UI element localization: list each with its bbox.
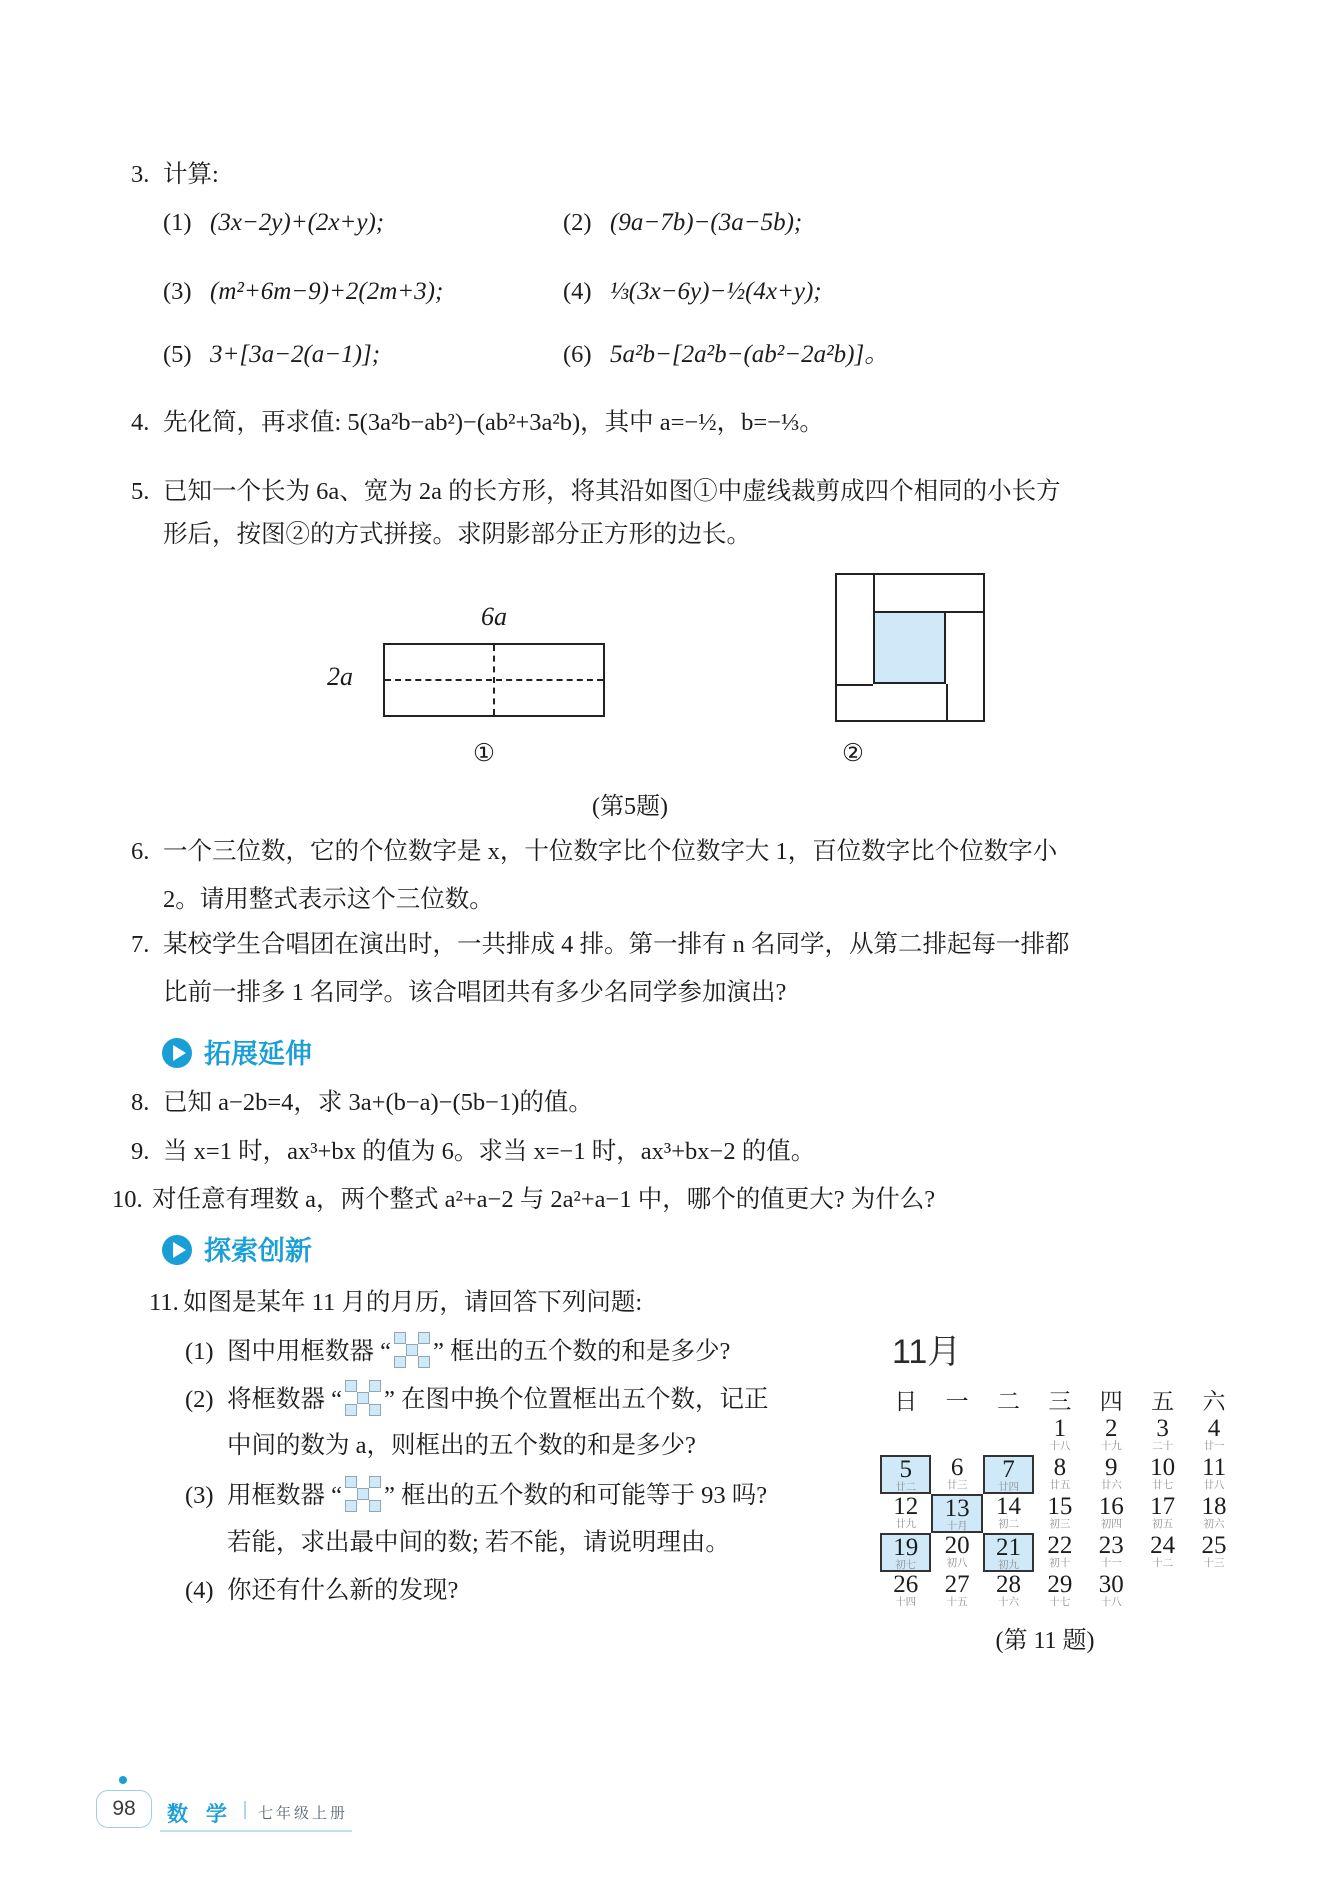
question-text: 图中用框数器 “ [227,1338,391,1365]
problem-6-text: 一个三位数，它的个位数字是 x，十位数字比个位数字大 1，百位数字比个位数字小 [163,838,1058,865]
calendar-cell [1034,1494,1085,1533]
lunar-label: 廿三 [946,1480,968,1491]
calendar-cell [1086,1455,1137,1494]
problem-3-item-3 [163,274,443,310]
question-text: ” 框出的五个数的和是多少? [433,1338,731,1365]
calendar-cell [1188,1455,1239,1494]
lunar-label: 十九 [1100,1441,1122,1452]
lunar-label: 廿二 [895,1482,917,1493]
date-number: 1 [1053,1415,1067,1442]
weekday-label: 二 [996,1389,1020,1414]
problem-9-text: 当 x=1 时，ax³+bx 的值为 6。求当 x=−1 时，ax³+bx−2 的值。 [163,1138,816,1165]
date-number: 19 [893,1534,919,1561]
item-tag: (4) [563,278,592,305]
calendar-cell [931,1455,982,1494]
weekday-label: 一 [945,1389,969,1414]
question-text: ” 在图中换个位置框出五个数，记正 [384,1386,769,1413]
problem-11-q1 [185,1332,730,1370]
date-number: 23 [1098,1532,1124,1559]
date-number: 20 [944,1532,970,1559]
item-tag: (6) [563,341,592,368]
math-expression: 3+[3a−2(a−1)]; [210,341,381,368]
lunar-label: 十五 [946,1597,968,1608]
problem-5-text: 已知一个长为 6a、宽为 2a 的长方形，将其沿如图①中虚线裁剪成四个相同的小长方 [163,478,1061,505]
problem-6-line-2: 2。请用整式表示这个三位数。 [163,886,494,913]
calendar-cell [1034,1572,1085,1611]
problem-9 [131,1134,815,1170]
date-number: 12 [893,1493,919,1520]
calendar-grid [880,1416,1240,1611]
date-number: 4 [1207,1415,1221,1442]
item-tag: (3) [185,1482,214,1509]
calendar-cell [1188,1494,1239,1533]
problem-11-q2-line-1 [185,1380,769,1418]
date-number: 17 [1150,1493,1176,1520]
item-tag: (1) [185,1338,214,1365]
item-tag: (5) [163,341,192,368]
weekday-label: 日 [894,1389,918,1414]
date-number: 22 [1047,1532,1073,1559]
footer-divider [244,1801,246,1819]
problem-number: 6. [131,838,150,865]
math-expression: ⅓(3x−6y)−½(4x+y); [610,278,822,305]
calendar-title: 11月 [892,1333,962,1371]
lunar-label: 十七 [1049,1597,1071,1608]
frame-counter-icon [345,1380,381,1416]
lunar-label: 初二 [997,1519,1019,1530]
page-number: 98 [112,1797,136,1820]
problem-8-text: 已知 a−2b=4，求 3a+(b−a)−(5b−1)的值。 [163,1089,593,1116]
weekday-label: 五 [1151,1389,1175,1414]
date-number: 9 [1105,1454,1118,1481]
calendar-cell [931,1533,982,1572]
problem-10 [112,1182,935,1218]
lunar-label: 廿一 [1203,1441,1225,1452]
problem-number: 5. [131,478,150,505]
problem-7-line-2: 比前一排多 1 名同学。该合唱团共有多少名同学参加演出? [163,979,787,1006]
math-expression: (9a−7b)−(3a−5b); [610,209,803,236]
date-number: 6 [950,1454,964,1481]
calendar-cell-framed [880,1455,931,1494]
math-expression: 5a²b−[2a²b−(ab²−2a²b)]。 [610,341,890,368]
date-number: 11 [1202,1454,1227,1481]
date-number: 3 [1156,1415,1169,1442]
footer-dot-icon [119,1776,127,1784]
calendar-cell [931,1572,982,1611]
date-number: 15 [1047,1493,1073,1520]
lunar-label: 初九 [997,1560,1019,1571]
footer-subject: 数 学 [167,1803,233,1826]
lunar-label: 二十 [1152,1441,1174,1452]
date-number: 26 [893,1571,919,1598]
calendar-cell-framed [880,1533,931,1572]
calendar-cell [1086,1572,1137,1611]
calendar-cell [1034,1455,1085,1494]
date-number: 25 [1201,1532,1227,1559]
math-expression: (3x−2y)+(2x+y); [210,209,385,236]
problem-5-line-2: 形后，按图②的方式拼接。求阴影部分正方形的边长。 [163,521,751,548]
problem-3-label: 计算: [163,161,219,188]
frame-counter-icon [394,1332,430,1368]
calendar-cell-framed [983,1455,1034,1494]
lunar-label: 十八 [1100,1597,1122,1608]
calendar-cell-empty [1137,1572,1188,1611]
lunar-label: 十六 [997,1597,1019,1608]
calendar-cell-empty [880,1416,931,1455]
section-header-extend: 拓展延伸 [204,1039,312,1069]
lunar-label: 十四 [895,1597,917,1608]
date-number: 8 [1053,1454,1067,1481]
calendar-cell [1188,1416,1239,1455]
lunar-label: 初四 [1100,1519,1122,1530]
lunar-label: 廿六 [1100,1480,1122,1491]
date-number: 27 [944,1571,970,1598]
lunar-label: 初五 [1152,1519,1174,1530]
weekday-label: 三 [1048,1389,1072,1414]
figure-2-square [835,573,985,722]
problem-11-q3-line-2: 若能，求出最中间的数; 若不能，请说明理由。 [227,1529,730,1556]
date-number: 10 [1150,1454,1176,1481]
lunar-label: 十三 [1203,1558,1225,1569]
lunar-label: 十八 [1049,1441,1071,1452]
item-tag: (2) [185,1386,214,1413]
item-tag: (4) [185,1577,214,1604]
problem-3-item-2 [563,205,802,241]
section-header-explore: 探索创新 [204,1236,312,1266]
calendar-cell [880,1572,931,1611]
figure-1-tag: ① [473,740,495,767]
calendar-cell [1137,1494,1188,1533]
calendar-cell-empty [1188,1572,1239,1611]
problem-number: 4. [131,409,150,436]
calendar-cell [1086,1533,1137,1572]
date-number: 18 [1201,1493,1227,1520]
date-number: 16 [1098,1493,1124,1520]
problem-number: 7. [131,931,150,958]
section-play-icon [162,1038,192,1068]
date-number: 21 [995,1534,1021,1561]
problem-10-text: 对任意有理数 a，两个整式 a²+a−2 与 2a²+a−1 中，哪个的值更大? 为什么? [152,1186,936,1213]
calendar-cell [1034,1416,1085,1455]
calendar-cell [1188,1533,1239,1572]
question-text: 你还有什么新的发现? [227,1577,459,1604]
figure-2-line [837,684,873,686]
problem-4 [131,405,824,441]
calendar-cell [1137,1416,1188,1455]
math-expression: (m²+6m−9)+2(2m+3); [210,278,444,305]
weekday-label: 四 [1099,1389,1123,1414]
date-number: 14 [995,1493,1021,1520]
section-play-icon [162,1235,192,1265]
problem-7-line-1 [131,927,1070,963]
calendar-cell [1086,1494,1137,1533]
weekday-label: 六 [1202,1389,1226,1414]
calendar-weekday-row [880,1388,1240,1416]
problem-number: 11. [149,1289,179,1316]
date-number: 2 [1105,1415,1118,1442]
problem-11-title [149,1285,642,1321]
figure-2-line [946,611,983,613]
calendar-cell [880,1494,931,1533]
problem-5-line-1 [131,474,1061,510]
problem-3-header [131,157,219,193]
problem-number: 9. [131,1138,150,1165]
problem-3-item-6 [563,337,889,373]
calendar-cell [983,1572,1034,1611]
lunar-label: 廿八 [1203,1480,1225,1491]
calendar-cell [1034,1533,1085,1572]
footer-grade: 七年级上册 [258,1805,349,1822]
problem-7-text: 某校学生合唱团在演出时，一共排成 4 排。第一排有 n 名同学，从第二排起每一排都 [163,931,1070,958]
calendar-cell-empty [931,1416,982,1455]
dashed-vertical-cut-line [493,645,495,715]
lunar-label: 十一 [1100,1558,1122,1569]
lunar-label: 十二 [1152,1558,1174,1569]
question-text: 将框数器 “ [227,1386,342,1413]
calendar-cell [983,1494,1034,1533]
date-number: 24 [1150,1532,1176,1559]
problem-number: 8. [131,1089,150,1116]
figure-1-height-label: 2a [327,662,353,691]
problem-3-item-4 [563,274,822,310]
footer-underline [160,1830,352,1832]
problem-11-q3-line-1 [185,1476,767,1514]
calendar-cell-framed [931,1494,982,1533]
calendar-caption: (第 11 题) [995,1628,1095,1654]
question-text: 用框数器 “ [227,1482,342,1509]
lunar-label: 初三 [1049,1519,1071,1530]
lunar-label: 廿七 [1152,1480,1174,1491]
figure-1-width-label: 6a [481,602,507,631]
lunar-label: 初七 [895,1560,917,1571]
frame-counter-icon [345,1476,381,1512]
triangle-icon [173,1045,186,1061]
figure-2-line [946,684,948,720]
calendar-cell-framed [983,1533,1034,1572]
problem-11-q4 [185,1573,458,1609]
problem-4-text: 先化简，再求值: 5(3a²b−ab²)−(ab²+3a²b)，其中 a=−½，b=−⅓。 [163,409,824,436]
calendar-cell [1137,1455,1188,1494]
problem-6-line-1 [131,834,1057,870]
problem-8 [131,1085,593,1121]
figure-5-caption: (第5题) [592,794,668,820]
problem-11-q2-line-2: 中间的数为 a，则框出的五个数的和是多少? [227,1432,696,1459]
calendar-cell [1086,1416,1137,1455]
date-number: 29 [1047,1571,1073,1598]
lunar-label: 廿九 [895,1519,917,1530]
triangle-icon [173,1242,186,1258]
item-tag: (2) [563,209,592,236]
calendar-cell [1137,1533,1188,1572]
lunar-label: 廿五 [1049,1480,1071,1491]
date-number: 13 [944,1495,970,1522]
lunar-label: 初十 [1049,1558,1071,1569]
calendar-cell-empty [983,1416,1034,1455]
problem-3-item-5 [163,337,380,373]
date-number: 28 [995,1571,1021,1598]
lunar-label: 十月 [946,1521,968,1532]
problem-3-item-1 [163,205,384,241]
question-text: ” 框出的五个数的和可能等于 93 吗? [384,1482,768,1509]
item-tag: (3) [163,278,192,305]
page-number-badge [96,1790,152,1828]
lunar-label: 初六 [1203,1519,1225,1530]
figure-2-tag: ② [842,740,864,767]
date-number: 30 [1098,1571,1124,1598]
shaded-center-square [873,611,946,684]
figure-2-line [873,575,875,611]
problem-number: 10. [112,1186,143,1213]
lunar-label: 廿四 [997,1482,1019,1493]
lunar-label: 初八 [946,1558,968,1569]
item-tag: (1) [163,209,192,236]
date-number: 5 [899,1456,912,1483]
figure-1-rectangle [383,643,605,717]
problem-11-text: 如图是某年 11 月的月历，请回答下列问题: [183,1289,643,1316]
date-number: 7 [1002,1456,1015,1483]
problem-number: 3. [131,161,150,188]
